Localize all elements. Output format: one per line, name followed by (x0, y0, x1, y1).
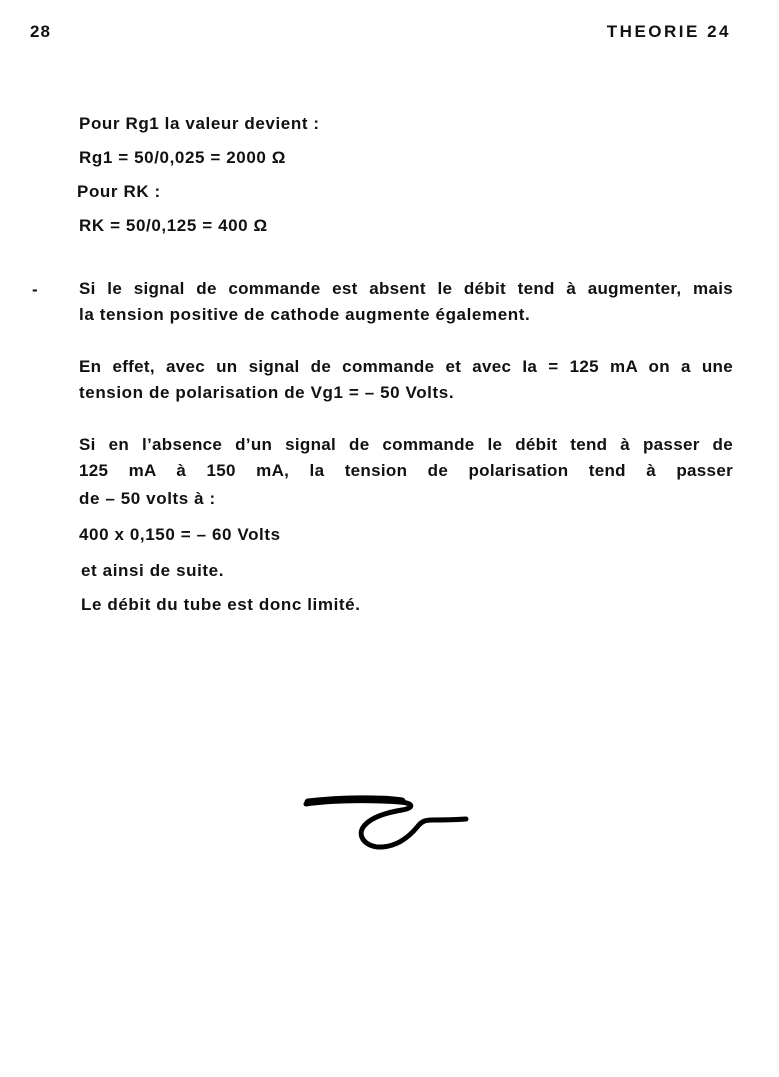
paragraph2-line1: En effet, avec un signal de commande et avec Ia = 125 mA on a une (79, 357, 733, 376)
paragraph2-line2: tension de polarisation de Vg1 = – 50 Volts. (79, 383, 455, 402)
rg1-intro: Pour Rg1 la valeur devient : (79, 114, 320, 133)
conclusion-text: Le débit du tube est donc limité. (81, 595, 361, 614)
page-number: 28 (30, 22, 51, 41)
paragraph3-line1: Si en l’absence d’un signal de commande le débit tend à passer de (79, 435, 733, 454)
bullet-dash: - (32, 280, 38, 299)
paragraph1-line1: Si le signal de commande est absent le débit tend à augmenter, mais (79, 279, 733, 298)
paragraph1-line2: la tension positive de cathode augmente également. (79, 305, 531, 324)
paragraph3-line3: de – 50 volts à : (79, 489, 216, 508)
signature-mark (302, 790, 470, 856)
calculation: 400 x 0,150 = – 60 Volts (79, 525, 281, 544)
rg1-equation: Rg1 = 50/0,025 = 2000 Ω (79, 148, 287, 167)
rk-equation: RK = 50/0,125 = 400 Ω (79, 216, 268, 235)
chapter-title: THEORIE 24 (606, 22, 731, 41)
continuation-text: et ainsi de suite. (81, 561, 225, 580)
rk-intro: Pour RK : (77, 182, 161, 201)
paragraph3-line2: 125 mA à 150 mA, la tension de polarisation tend à passer (79, 461, 733, 480)
